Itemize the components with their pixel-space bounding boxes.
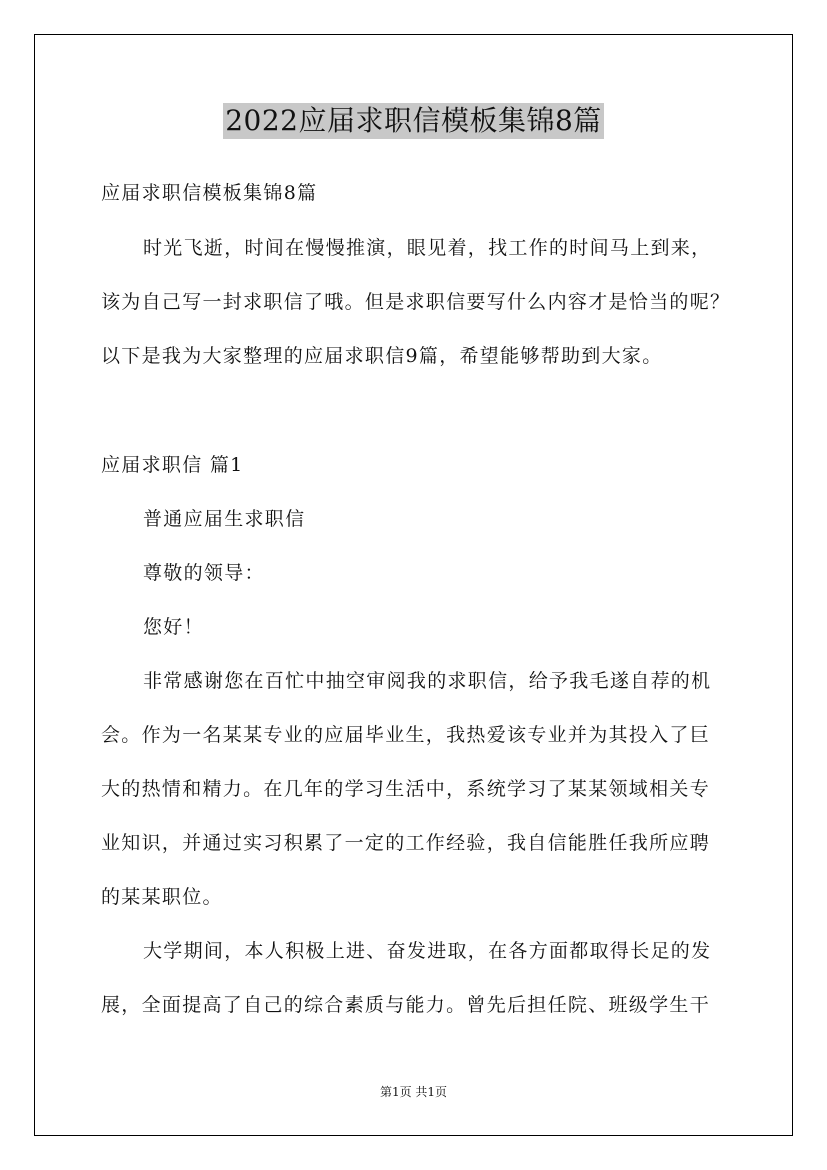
paragraph-line: 非常感谢您在百忙中抽空审阅我的求职信，给予我毛遂自荐的机 <box>143 670 712 692</box>
document-title: 2022应届求职信模板集锦8篇 <box>225 104 602 137</box>
paragraph-line: 业知识，并通过实习积累了一定的工作经验，我自信能胜任我所应聘 <box>101 832 711 854</box>
greeting: 您好！ <box>143 616 204 638</box>
page-footer: 第1页 共1页 <box>379 1085 448 1099</box>
paragraph-line: 展，全面提高了自己的综合素质与能力。曾先后担任院、班级学生干 <box>101 994 711 1016</box>
letter-title: 普通应届生求职信 <box>143 508 306 530</box>
paragraph-line: 大的热情和精力。在几年的学习生活中，系统学习了某某领域相关专 <box>101 778 711 800</box>
paragraph-line: 大学期间，本人积极上进、奋发进取，在各方面都取得长足的发 <box>143 940 712 962</box>
paragraph-line: 的某某职位。 <box>101 886 223 908</box>
intro-line: 以下是我为大家整理的应届求职信9篇，希望能够帮助到大家。 <box>101 345 663 367</box>
document-subtitle: 应届求职信模板集锦8篇 <box>101 182 318 204</box>
title-container <box>0 103 827 139</box>
intro-line: 该为自己写一封求职信了哦。但是求职信要写什么内容才是恰当的呢？ <box>101 291 731 313</box>
salutation: 尊敬的领导： <box>143 562 265 584</box>
paragraph-line: 会。作为一名某某专业的应届毕业生，我热爱该专业并为其投入了巨 <box>101 724 711 746</box>
section-heading: 应届求职信 篇1 <box>101 454 244 476</box>
intro-line: 时光飞逝，时间在慢慢推演，眼见着，找工作的时间马上到来， <box>143 237 712 259</box>
